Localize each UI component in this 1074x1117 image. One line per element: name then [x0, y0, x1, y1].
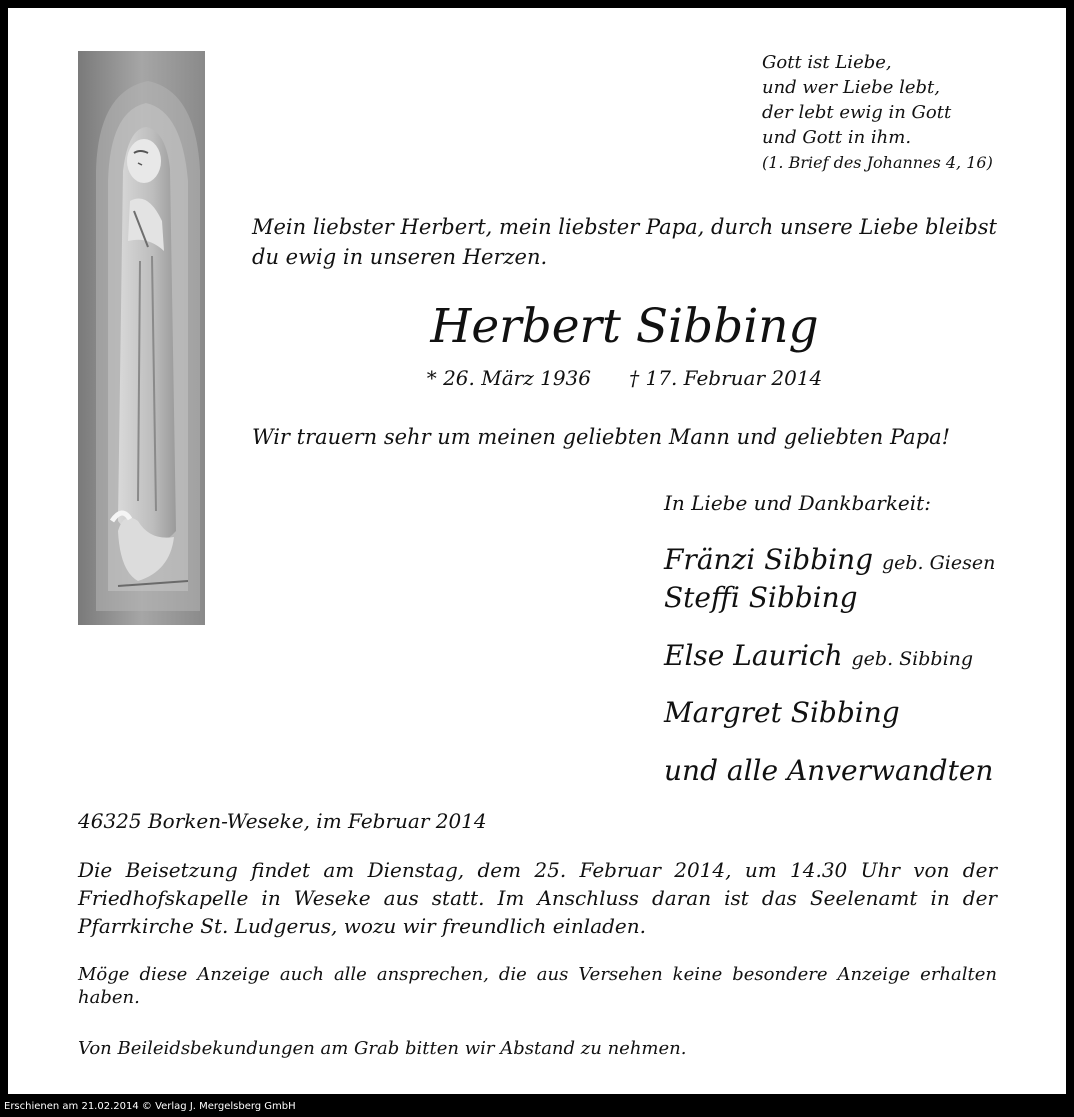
- quote-line: und Gott in ihm.: [762, 127, 912, 148]
- obituary-card: [8, 8, 1066, 1094]
- quote-line: Gott ist Liebe,: [762, 52, 892, 73]
- place-date: 46325 Borken-Weseke, im Februar 2014: [78, 809, 487, 833]
- quote-line: und wer Liebe lebt,: [762, 77, 940, 98]
- death-date: † 17. Februar 2014: [629, 366, 823, 390]
- condolence-text: Von Beileidsbekundungen am Grab bitten wir Abstand zu nehmen.: [78, 1038, 687, 1059]
- family-member: [664, 638, 973, 677]
- publication-footer: Erschienen am 21.02.2014 © Verlag J. Mergelsberg GmbH: [4, 1101, 296, 1112]
- family-member: [664, 542, 995, 581]
- member-name: und alle Anverwandten: [664, 754, 994, 787]
- member-name: Else Laurich: [664, 639, 843, 672]
- madonna-illustration: [78, 51, 205, 625]
- life-dates: [252, 364, 997, 392]
- bible-quote: [762, 50, 993, 175]
- member-note: geb. Sibbing: [851, 648, 974, 670]
- quote-line: der lebt ewig in Gott: [762, 102, 952, 123]
- member-name: Margret Sibbing: [664, 696, 900, 729]
- family-member: [664, 580, 858, 616]
- member-name: Fränzi Sibbing: [664, 543, 874, 576]
- notice-text: Möge diese Anzeige auch alle ansprechen, die aus Versehen keine besondere Anzeige erhalten haben.: [78, 964, 997, 1008]
- birth-date: * 26. März 1936: [426, 366, 591, 390]
- family-member: [664, 753, 993, 789]
- intro-text: Mein liebster Herbert, mein liebster Papa, durch unsere Liebe bleibst du ewig in unseren Herzen.: [252, 215, 997, 269]
- family-intro: In Liebe und Dankbarkeit:: [664, 491, 931, 515]
- member-name: Steffi Sibbing: [664, 581, 858, 614]
- deceased-name: Herbert Sibbing: [430, 299, 819, 354]
- mourning-text: Wir trauern sehr um meinen geliebten Mann und geliebten Papa!: [252, 425, 951, 449]
- burial-text: Die Beisetzung findet am Dienstag, dem 25. Februar 2014, um 14.30 Uhr von der Friedhofskapelle in Weseke aus statt. Im Anschluss daran ist das Seelenamt in der Pfarrkirche St. Ludgerus, wozu wir freundlich einladen.: [78, 858, 997, 938]
- member-note: geb. Giesen: [881, 552, 996, 574]
- quote-reference: (1. Brief des Johannes 4, 16): [762, 153, 993, 172]
- family-member: [664, 695, 900, 731]
- madonna-relief-image: [78, 51, 205, 625]
